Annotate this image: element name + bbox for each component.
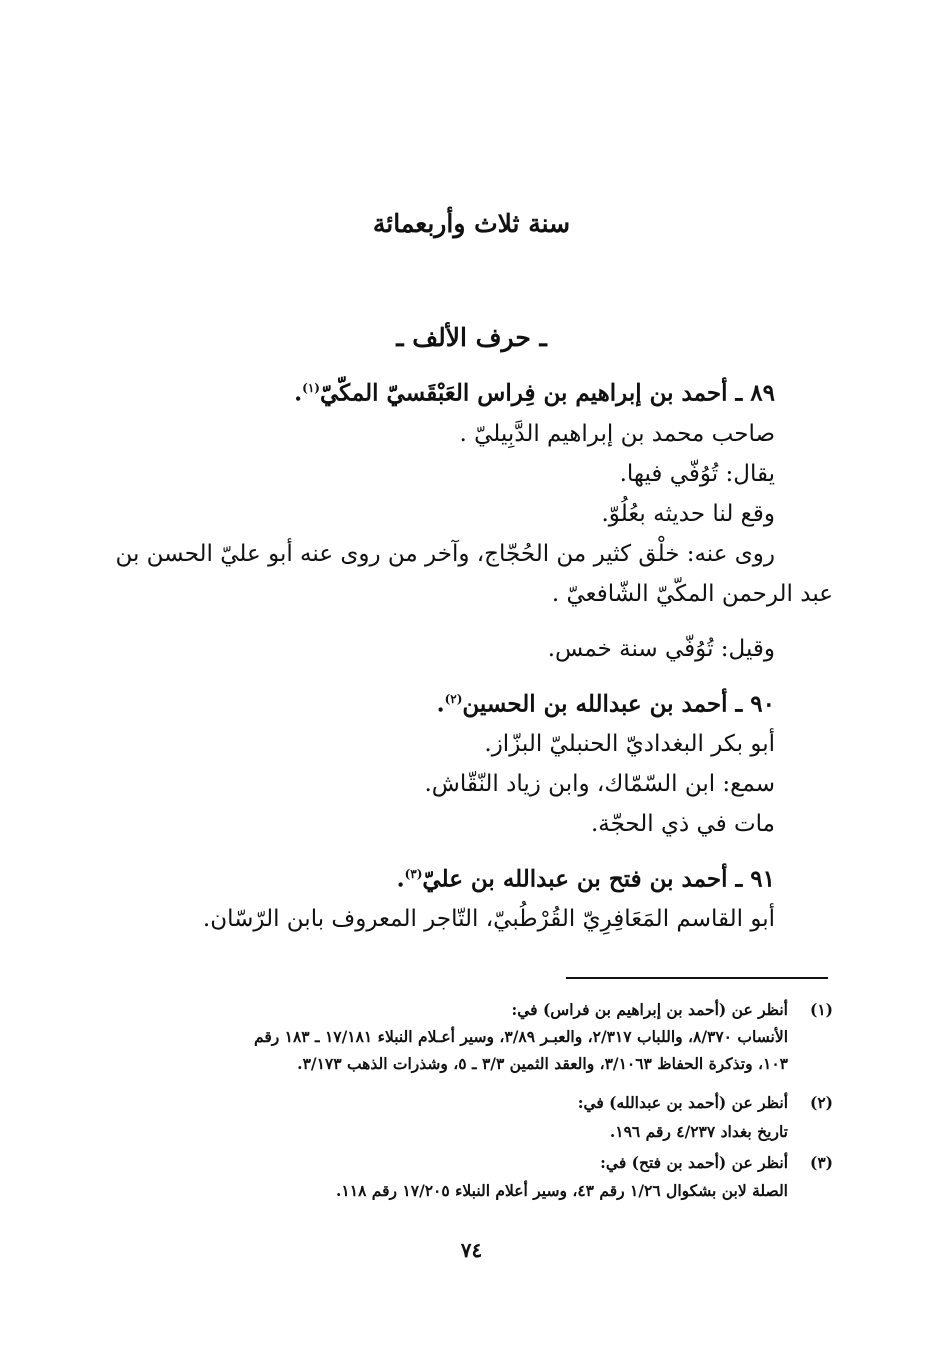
entry-91-title <box>397 858 775 896</box>
chapter-title: سنة ثلاث وأربعمائة <box>372 209 571 238</box>
footnote-3-line-1: أنظر عن (أحمد بن فتح) في: <box>600 1153 788 1172</box>
entry-89-name: ٨٩ ـ أحمد بن إبراهيم بن فِراس العَبْقَسيّ المكّيّ <box>319 379 775 407</box>
entry-90-footnote-ref: (٢) <box>444 692 463 706</box>
entry-90-title <box>437 683 775 721</box>
entry-89-line-6: وقيل: تُوُفّي سنة خمس. <box>547 636 775 662</box>
footnote-separator <box>566 977 828 979</box>
footnote-1-line-2: الأنساب ٨/٣٧٠، واللباب ٢/٣١٧، والعبـر ٣/٨٩، وسير أعـلام النبلاء ١٧/١٨١ ـ ١٨٣ رقم <box>254 1027 788 1046</box>
entry-89-line-3: وقع لنا حديثه بعُلُوّ. <box>601 501 775 527</box>
entry-91-period: . <box>396 865 405 893</box>
entry-91-name: ٩١ ـ أحمد بن فتح بن عبدالله بن عليّ <box>422 865 775 893</box>
entry-90-period: . <box>436 690 445 718</box>
footnote-3-number: (٣) <box>809 1153 833 1172</box>
entry-89-footnote-ref: (١) <box>302 381 320 395</box>
footnote-2-line-2: تاريخ بغداد ٤/٢٣٧ رقم ١٩٦. <box>609 1122 788 1141</box>
footnote-1-line-1: أنظر عن (أحمد بن إبراهيم بن فراس) في: <box>511 1000 788 1019</box>
entry-90-line-3: مات في ذي الحجّة. <box>590 811 775 837</box>
entry-89-line-4: روى عنه: خلْق كثير من الحُجّاج، وآخر من روى عنه أبو عليّ الحسن بن <box>115 541 775 567</box>
footnote-3-line-2: الصلة لابن بشكوال ١/٢٦ رقم ٤٣، وسير أعلام النبلاء ١٧/٢٠٥ رقم ١١٨. <box>336 1181 788 1200</box>
entry-90-line-1: أبو بكر البغداديّ الحنبليّ البزّاز. <box>484 731 775 757</box>
page-number: ٧٤ <box>460 1238 483 1262</box>
entry-91-footnote-ref: (٣) <box>404 867 423 881</box>
entry-89-title <box>294 372 775 410</box>
entry-89-line-2: يقال: تُوُفّي فيها. <box>619 461 775 487</box>
entry-90-line-2: سمع: ابن السّمّاك، وابن زياد النّقّاش. <box>424 771 775 797</box>
entry-89-line-1: صاحب محمد بن إبراهيم الدَّبِيليّ . <box>459 421 775 447</box>
entry-91-line-1: أبو القاسم المَعَافِرِيّ القُرْطُبيّ، التّاجر المعروف بابن الرّسّان. <box>202 906 775 932</box>
entry-90-name: ٩٠ ـ أحمد بن عبدالله بن الحسين <box>462 690 775 718</box>
section-title: ـ حرف الألف ـ <box>396 323 547 352</box>
footnote-1-number: (١) <box>809 1000 833 1019</box>
entry-89-period: . <box>294 379 303 407</box>
entry-89-line-5: عبد الرحمن المكّيّ الشّافعيّ . <box>551 581 833 607</box>
footnote-2-number: (٢) <box>809 1093 833 1112</box>
footnote-2-line-1: أنظر عن (أحمد بن عبدالله) في: <box>577 1093 788 1112</box>
footnote-1-line-3: ١٠٣، وتذكرة الحفاظ ٣/١٠٦٣، والعقد الثمين ٣/٣ ـ ٥، وشذرات الذهب ٣/١٧٣. <box>297 1054 788 1073</box>
